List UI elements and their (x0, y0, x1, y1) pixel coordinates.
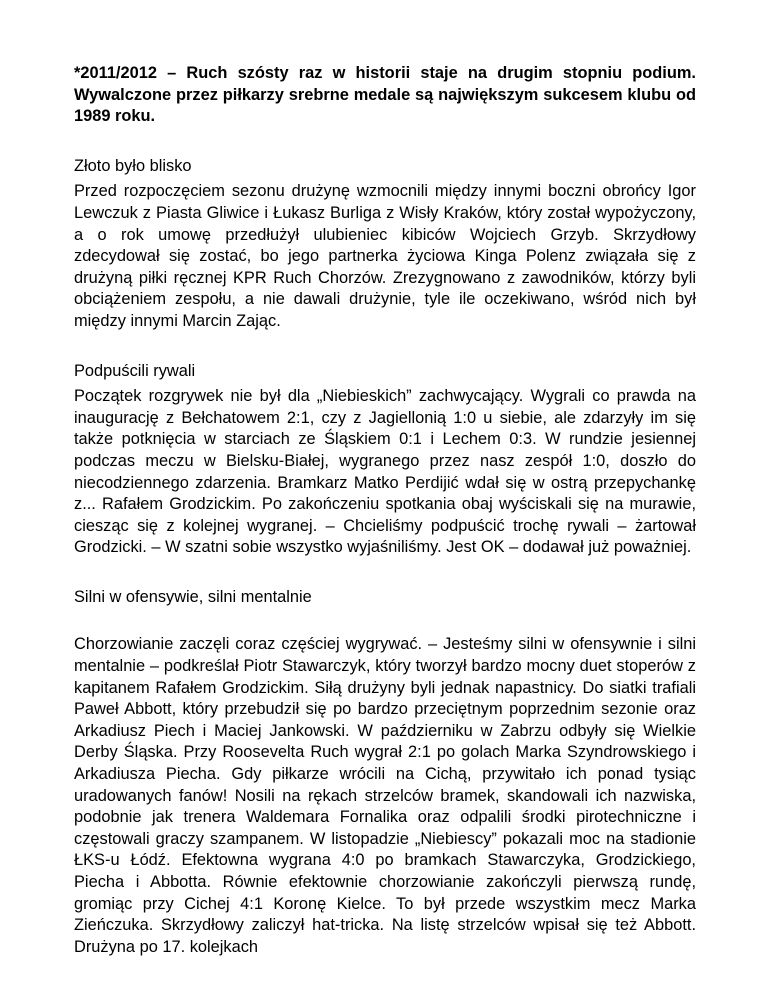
headline: *2011/2012 – Ruch szósty raz w historii staje na drugim stopniu podium. Wywalczone przez piłkarzy srebrne medale są największym sukcesem klubu od 1989 roku. (74, 64, 696, 126)
section-body-3: Chorzowianie zaczęli coraz częściej wygrywać. – Jesteśmy silni w ofensywnie i silni mentalnie – podkreślał Piotr Stawarczyk, który tworzył bardzo mocny duet stoperów z kapitanem Rafałem Grodzickim. Siłą drużyny byli jednak napastnicy. Do siatki trafiali Paweł Abbott, który przebudził się po bardzo przeciętnym poprzednim sezonie oraz Arkadiusz Piech i Maciej Jankowski. W październiku w Zabrzu odbyły się Wielkie Derby Śląska. Przy Roosevelta Ruch wygrał 2:1 po golach Marka Szyndrowskiego i Arkadiusza Piecha. Gdy piłkarze wrócili na Cichą, przywitało ich ponad tysiąc uradowanych fanów! Nosili na rękach strzelców bramek, skandowali ich nazwiska, podobnie jak trenera Waldemara Fornalika oraz odpalili środki pirotechniczne i częstowali graczy szampanem. W listopadzie „Niebiescy” pokazali moc na stadionie ŁKS-u Łódź. Efektowna wygrana 4:0 po bramkach Stawarczyka, Grodzickiego, Piecha i Abbotta. Równie efektownie chorzowianie zakończyli pierwszą rundę, gromiąc przy Cichej 4:1 Koronę Kielce. To był przede wszystkim mecz Marka Zieńczuka. Skrzydłowy zaliczył hat-tricka. Na listę strzelców wpisał się też Abbott. Drużyna po 17. kolejkach (74, 635, 696, 956)
section-body-1: Przed rozpoczęciem sezonu drużynę wzmocnili między innymi boczni obrońcy Igor Lewczuk z Piasta Gliwice i Łukasz Burliga z Wisły Kraków, który został wypożyczony, a o rok umowę przedłużył ulubieniec kibiców Wojciech Grzyb. Skrzydłowy zdecydował się zostać, bo jego partnerka życiowa Kinga Polenz związała się z drużyną piłki ręcznej KPR Ruch Chorzów. Zrezygnowano z zawodników, którzy byli obciążeniem zespołu, a nie dawali drużynie, tyle ile oczekiwano, wśród nich był między innymi Marcin Zając. (74, 182, 696, 330)
document-page (74, 63, 696, 986)
section-title-2: Podpuścili rywali (74, 361, 196, 380)
section-body-2: Początek rozgrywek nie był dla „Niebieskich” zachwycający. Wygrali co prawda na inaugurację z Bełchatowem 2:1, czy z Jagiellonią 1:0 u siebie, ale zdarzyły im się także potknięcia w starciach ze Śląskiem 0:1 i Lechem 0:3. W rundzie jesiennej podczas meczu w Bielsku-Białej, wygranego przez nasz zespół 1:0, doszło do niecodziennego zdarzenia. Bramkarz Matko Perdijić wdał się w ostrą przepychankę z... Rafałem Grodzickim. Po zakończeniu spotkania obaj wyściskali się na murawie, ciesząc się z kolejnej wygranej. – Chcieliśmy podpuścić trochę rywali – żartował Grodzicki. – W szatni sobie wszystko wyjaśniliśmy. Jest OK – dodawał już poważniej. (74, 387, 696, 557)
section-title-1: Złoto było blisko (74, 156, 192, 175)
section-title-3: Silni w ofensywie, silni mentalnie (74, 587, 312, 606)
